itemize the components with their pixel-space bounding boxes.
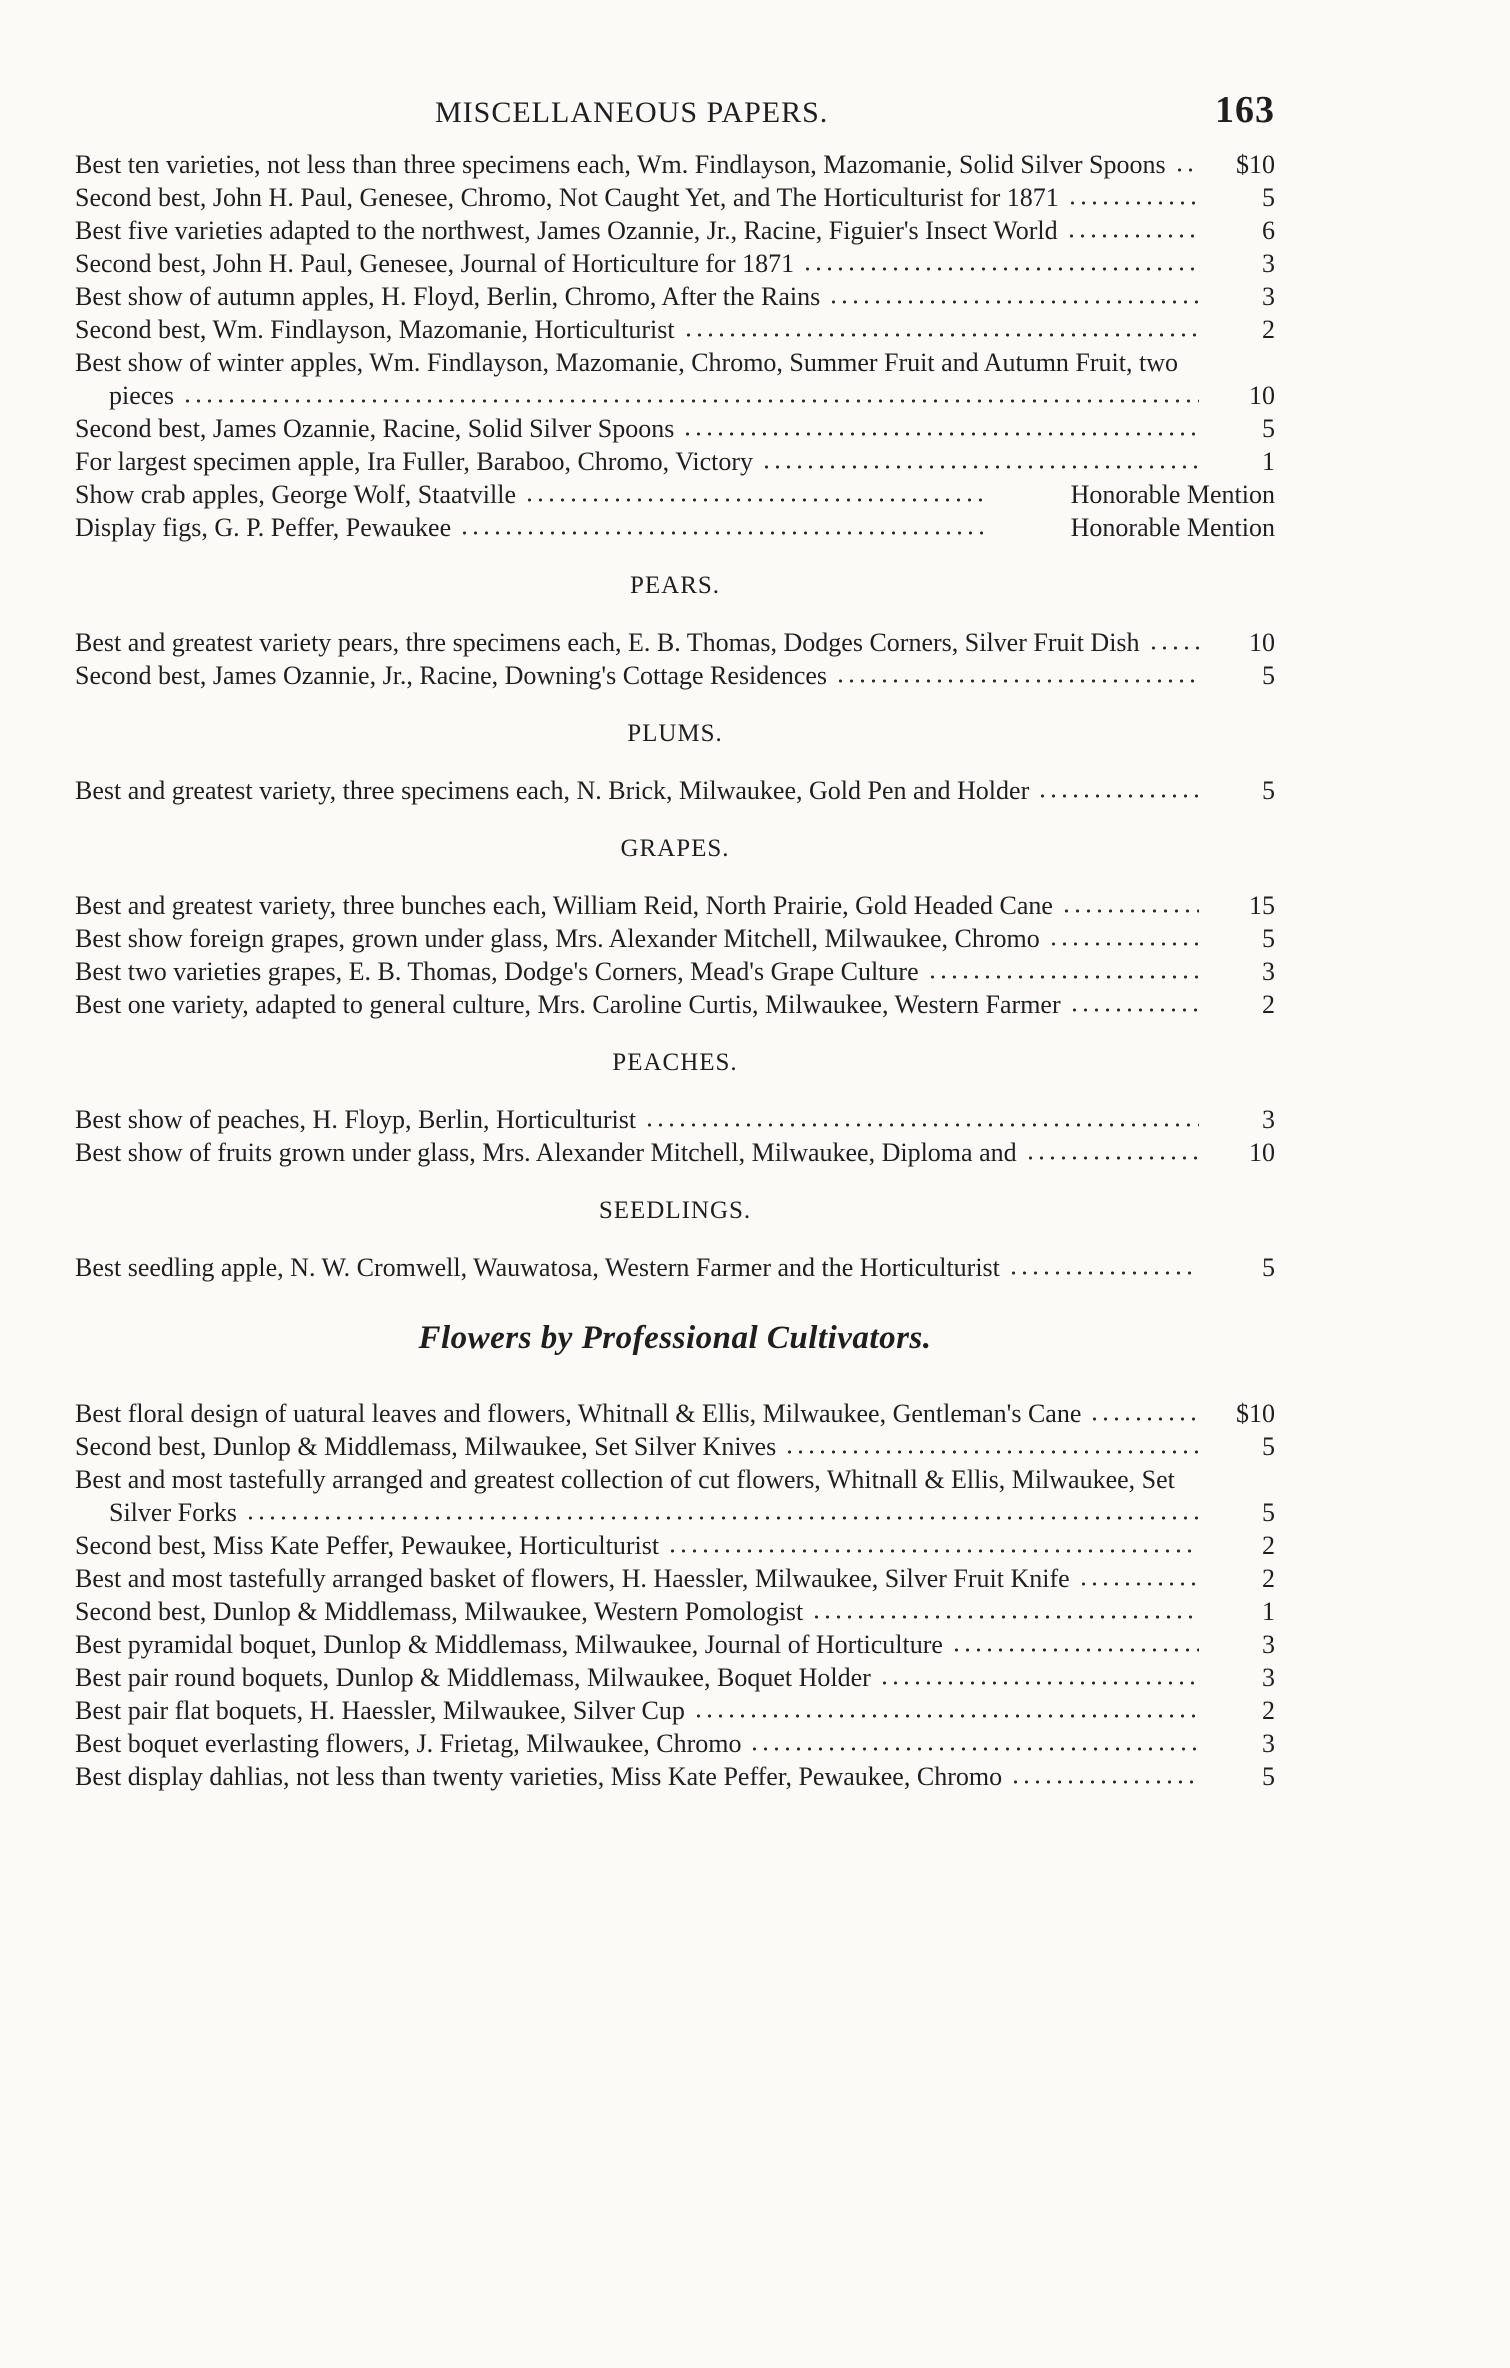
dot-leader [879,1666,1199,1686]
premium-entry [75,214,1275,247]
entry-amount: 5 [1262,924,1275,953]
page-number: 163 [1215,89,1275,131]
entry-description: Second best, James Ozannie, Racine, Solid Silver Spoons [75,414,675,443]
entry-amount: 1 [1262,1597,1275,1626]
entry-description: For largest specimen apple, Ira Fuller, Baraboo, Chromo, Victory [75,447,754,476]
entry-description: Best and most tastefully arranged and greatest collection of cut flowers, Whitnall & Ellis, Milwaukee, Set Silver Forks [75,1465,1175,1527]
entry-text [75,1103,1205,1136]
entry-text [75,1251,1205,1284]
premium-entry [75,445,1275,478]
dot-leader [459,516,989,536]
entry-description: Best and greatest variety, three bunches each, William Reid, North Prairie, Gold Headed Cane [75,891,1053,920]
premium-entry [75,346,1275,412]
entry-description: Best five varieties adapted to the northwest, James Ozannie, Jr., Racine, Figuier's Insect World [75,216,1058,245]
premium-entry [75,1694,1275,1727]
entry-description: Best pair round boquets, Dunlop & Middlemass, Milwaukee, Boquet Holder [75,1663,871,1692]
entry-description: Best pair flat boquets, H. Haessler, Milwaukee, Silver Cup [75,1696,685,1725]
entry-amount: 15 [1249,891,1275,920]
entry-text [75,445,1205,478]
entry-text [75,148,1205,181]
section-heading: GRAPES. [620,835,730,862]
premium-entry [75,988,1275,1021]
entry-amount: 5 [1262,776,1275,805]
entry-text [75,1562,1205,1595]
premium-entry [75,1529,1275,1562]
dot-leader [667,1534,1199,1554]
entry-text [75,181,1205,214]
entry-description: Best pyramidal boquet, Dunlop & Middlemass, Milwaukee, Journal of Horticulture [75,1630,943,1659]
entry-description: Second best, Wm. Findlayson, Mazomanie, Horticulturist [75,315,675,344]
dot-leader [644,1108,1199,1128]
premium-entry [75,774,1275,807]
dot-leader [182,384,1199,404]
entry-description: Best show of autumn apples, H. Floyd, Berlin, Chromo, After the Rains [75,282,821,311]
entry-amount: 5 [1262,1762,1275,1791]
entry-description: Best one variety, adapted to general culture, Mrs. Caroline Curtis, Milwaukee, Western Farmer [75,990,1061,1019]
entry-amount: $10 [1236,150,1275,179]
entry-description: Best and greatest variety pears, thre specimens each, E. B. Thomas, Dodges Corners, Silver Fruit Dish [75,628,1140,657]
premium-entry [75,626,1275,659]
entry-description: Best ten varieties, not less than three specimens each, Wm. Findlayson, Mazomanie, Solid Silver Spoons [75,150,1166,179]
entry-text [75,922,1205,955]
section-heading: Flowers by Professional Cultivators. [418,1320,932,1356]
dot-leader [802,252,1199,272]
premium-entry [75,313,1275,346]
entry-description: Second best, James Ozannie, Jr., Racine, Downing's Cottage Residences [75,661,828,690]
entry-amount: 2 [1262,315,1275,344]
entry-description: Best display dahlias, not less than twenty varieties, Miss Kate Peffer, Pewaukee, Chromo [75,1762,1003,1791]
entry-amount: 2 [1262,1531,1275,1560]
entry-text [75,478,995,511]
section [75,1320,1275,1793]
dot-leader [1066,219,1199,239]
section-heading: PEACHES. [612,1049,738,1076]
premium-entry [75,1727,1275,1760]
premium-entry [75,1103,1275,1136]
entry-amount: 5 [1262,661,1275,690]
dot-leader [693,1699,1199,1719]
dot-leader [1069,993,1199,1013]
entry-text [75,1136,1205,1169]
entry-description: Best show foreign grapes, grown under glass, Mrs. Alexander Mitchell, Milwaukee, Chromo [75,924,1040,953]
premium-entry [75,1430,1275,1463]
entry-description: Best and greatest variety, three specimens each, N. Brick, Milwaukee, Gold Pen and Holder [75,776,1030,805]
entry-amount: 3 [1262,249,1275,278]
premium-entry [75,1595,1275,1628]
entry-description: Best two varieties grapes, E. B. Thomas, Dodge's Corners, Mead's Grape Culture [75,957,919,986]
entry-text [75,774,1205,807]
running-title: MISCELLANEOUS PAPERS. [435,96,829,129]
entry-text [75,1694,1205,1727]
dot-leader [1025,1141,1199,1161]
entry-text [75,1727,1205,1760]
section-heading: PEARS. [629,572,721,599]
premium-entry [75,922,1275,955]
dot-leader [1148,631,1199,651]
entry-amount: 6 [1262,216,1275,245]
entry-description: Best show of fruits grown under glass, Mrs. Alexander Mitchell, Milwaukee, Diploma and [75,1138,1017,1167]
entry-amount: 3 [1262,1663,1275,1692]
premium-list [75,148,1275,1793]
dot-leader [1010,1765,1199,1785]
entry-text [75,313,1205,346]
entry-text [75,1661,1205,1694]
dot-leader [927,960,1199,980]
entry-text [75,1529,1205,1562]
entry-amount: 2 [1262,1696,1275,1725]
dot-leader [1067,186,1199,206]
entry-amount: Honorable Mention [1070,513,1275,542]
section [75,1049,1275,1169]
premium-entry [75,1628,1275,1661]
entry-amount: 3 [1262,1729,1275,1758]
premium-entry [75,1760,1275,1793]
dot-leader [245,1501,1199,1521]
entry-text [75,955,1205,988]
entry-text [75,1397,1205,1430]
entry-amount: 5 [1262,1498,1275,1527]
entry-text [75,1430,1205,1463]
entry-amount: 5 [1262,1253,1275,1282]
entry-description: Best boquet everlasting flowers, J. Frietag, Milwaukee, Chromo [75,1729,742,1758]
entry-description: Second best, John H. Paul, Genesee, Journal of Horticulture for 1871 [75,249,795,278]
premium-entry [75,1562,1275,1595]
entry-amount: 3 [1262,282,1275,311]
dot-leader [811,1600,1199,1620]
section [75,148,1275,544]
entry-amount: 10 [1249,381,1275,410]
section-heading: SEEDLINGS. [598,1197,752,1224]
dot-leader [951,1633,1199,1653]
entry-text [75,1628,1205,1661]
premium-entry [75,478,1275,511]
entry-text [75,1760,1205,1793]
entry-amount: 2 [1262,1564,1275,1593]
entry-description: Best show of winter apples, Wm. Findlayson, Mazomanie, Chromo, Summer Fruit and Autumn Fruit, two pieces [75,348,1178,410]
entry-amount: 1 [1262,447,1275,476]
section [75,572,1275,692]
entry-description: Second best, John H. Paul, Genesee, Chromo, Not Caught Yet, and The Horticulturist for 1871 [75,183,1059,212]
entry-description: Second best, Miss Kate Peffer, Pewaukee, Horticulturist [75,1531,660,1560]
entry-amount: 10 [1249,1138,1275,1167]
entry-description: Second best, Dunlop & Middlemass, Milwaukee, Western Pomologist [75,1597,804,1626]
dot-leader [784,1435,1199,1455]
entry-text [75,626,1205,659]
entry-text [75,346,1205,412]
section-heading: PLUMS. [627,720,723,747]
entry-amount: 5 [1262,1432,1275,1461]
entry-text [75,988,1205,1021]
premium-entry [75,280,1275,313]
dot-leader [1037,779,1199,799]
dot-leader [1089,1402,1199,1422]
dot-leader [1174,153,1199,173]
entry-text [75,889,1205,922]
entry-amount: 2 [1262,990,1275,1019]
entry-text [75,1463,1205,1529]
dot-leader [682,417,1199,437]
premium-entry [75,659,1275,692]
entry-text [75,511,995,544]
premium-entry [75,889,1275,922]
entry-amount: 3 [1262,1630,1275,1659]
entry-text [75,247,1205,280]
entry-text [75,659,1205,692]
entry-description: Show crab apples, George Wolf, Staatville [75,480,517,509]
entry-description: Best and most tastefully arranged basket of flowers, H. Haessler, Milwaukee, Silver Fruit Knife [75,1564,1070,1593]
dot-leader [1008,1256,1199,1276]
dot-leader [1061,894,1199,914]
premium-entry [75,1136,1275,1169]
entry-description: Best floral design of uatural leaves and flowers, Whitnall & Ellis, Milwaukee, Gentleman's Cane [75,1399,1082,1428]
premium-entry [75,955,1275,988]
entry-text [75,1595,1205,1628]
premium-entry [75,1397,1275,1430]
entry-text [75,214,1205,247]
dot-leader [828,285,1199,305]
premium-entry [75,148,1275,181]
section [75,720,1275,807]
entry-text [75,412,1205,445]
premium-entry [75,412,1275,445]
section [75,835,1275,1021]
document-page [75,88,1275,1793]
entry-amount: $10 [1236,1399,1275,1428]
entry-description: Best show of peaches, H. Floyp, Berlin, Horticulturist [75,1105,637,1134]
entry-amount: 3 [1262,957,1275,986]
entry-amount: 3 [1262,1105,1275,1134]
premium-entry [75,511,1275,544]
section [75,1197,1275,1284]
dot-leader [749,1732,1199,1752]
running-header [75,88,1275,148]
premium-entry [75,1251,1275,1284]
dot-leader [1048,927,1199,947]
premium-entry [75,247,1275,280]
dot-leader [761,450,1199,470]
entry-text [75,280,1205,313]
entry-description: Display figs, G. P. Peffer, Pewaukee [75,513,452,542]
dot-leader [683,318,1199,338]
entry-amount: Honorable Mention [1070,480,1275,509]
premium-entry [75,1463,1275,1529]
entry-description: Second best, Dunlop & Middlemass, Milwaukee, Set Silver Knives [75,1432,777,1461]
entry-amount: 5 [1262,183,1275,212]
premium-entry [75,1661,1275,1694]
entry-amount: 10 [1249,628,1275,657]
premium-entry [75,181,1275,214]
dot-leader [835,664,1199,684]
entry-amount: 5 [1262,414,1275,443]
entry-description: Best seedling apple, N. W. Cromwell, Wauwatosa, Western Farmer and the Horticulturist [75,1253,1000,1282]
dot-leader [1078,1567,1199,1587]
dot-leader [524,483,989,503]
